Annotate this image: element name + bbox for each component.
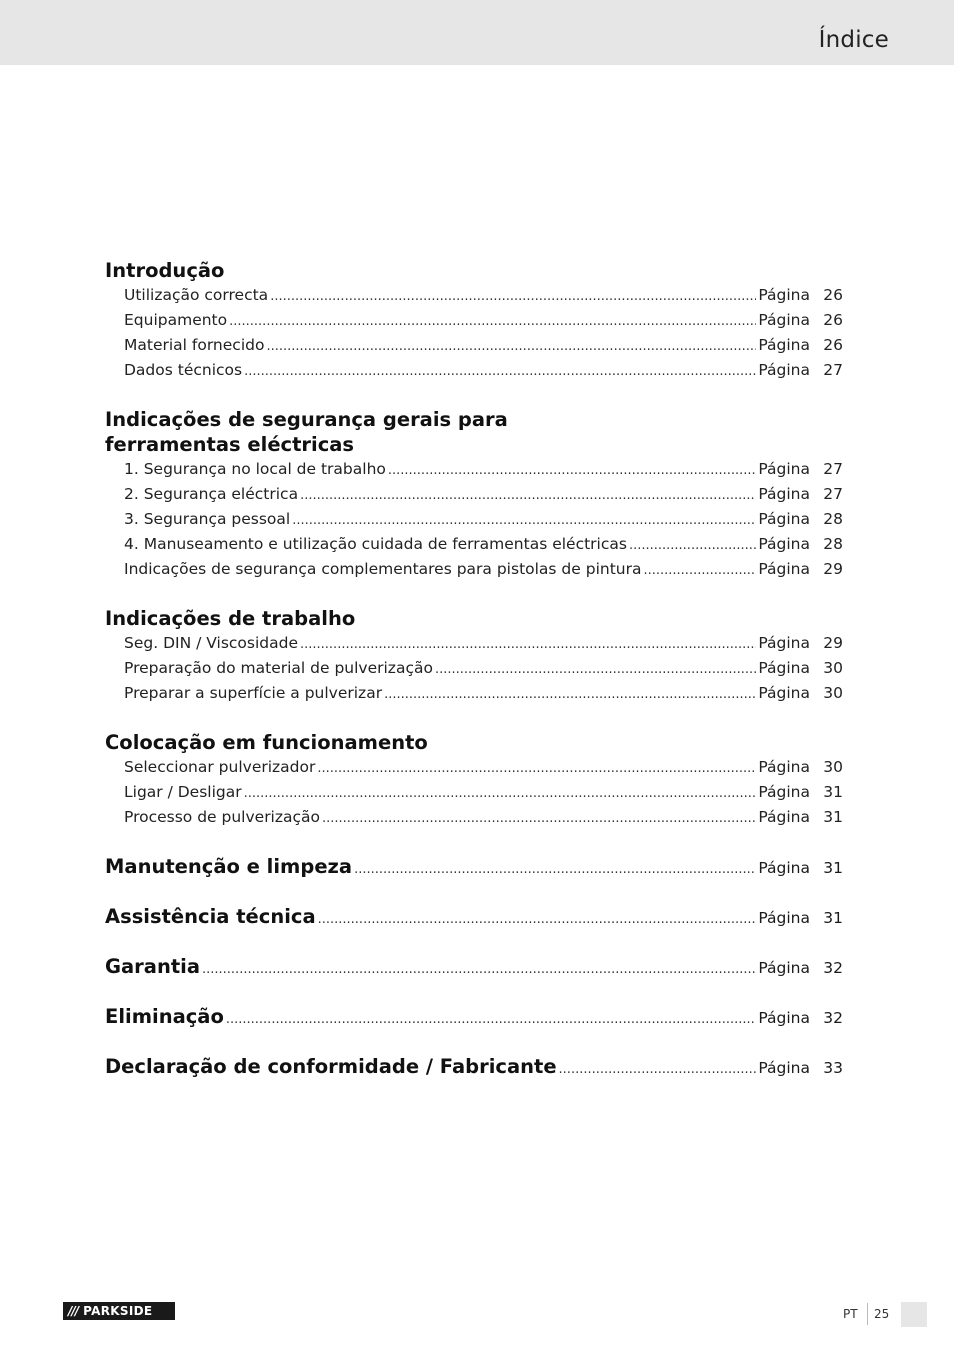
toc-section-eliminacao[interactable] xyxy=(105,1004,843,1029)
page-number: 31 xyxy=(823,909,843,927)
page-number: 31 xyxy=(823,783,843,801)
page-word: Página xyxy=(758,311,810,329)
toc-section-manutencao[interactable] xyxy=(105,854,843,879)
page-word: Página xyxy=(758,659,810,677)
page-number: 26 xyxy=(823,336,843,354)
dot-leader xyxy=(629,533,756,558)
toc-section-seguranca xyxy=(105,407,843,582)
page-word: Página xyxy=(758,909,810,927)
page-number-footer: 25 xyxy=(874,1307,890,1321)
toc-section-assistencia[interactable] xyxy=(105,904,843,929)
dot-leader xyxy=(354,862,756,877)
page-word: Página xyxy=(758,959,810,977)
page-word: Página xyxy=(758,1059,810,1077)
section-heading: Eliminação xyxy=(105,1005,224,1028)
page-word: Página xyxy=(758,859,810,877)
toc-entry[interactable] xyxy=(105,333,843,358)
toc-section-garantia[interactable] xyxy=(105,954,843,979)
section-heading: Garantia xyxy=(105,955,200,978)
footer-tab xyxy=(901,1302,927,1327)
page-word: Página xyxy=(758,783,810,801)
page-number: 29 xyxy=(823,560,843,578)
section-heading: ferramentas eléctricas xyxy=(105,433,355,456)
dot-leader xyxy=(322,806,756,831)
page-word: Página xyxy=(758,758,810,776)
page-number: 26 xyxy=(823,311,843,329)
section-heading: Introdução xyxy=(105,259,225,282)
dot-leader xyxy=(226,1012,757,1027)
toc-entry[interactable] xyxy=(105,457,843,482)
page-word: Página xyxy=(758,560,810,578)
entry-label: 4. Manuseamento e utilização cuidada de ferramentas eléctricas xyxy=(124,535,627,553)
entry-label: 1. Segurança no local de trabalho xyxy=(124,460,386,478)
entry-label: Utilização correcta xyxy=(124,286,269,304)
toc-entry[interactable] xyxy=(105,507,843,532)
dot-leader xyxy=(266,334,756,359)
page-word: Página xyxy=(758,808,810,826)
page-word: Página xyxy=(758,286,810,304)
page-word: Página xyxy=(758,485,810,503)
dot-leader xyxy=(292,508,756,533)
page-number: 33 xyxy=(823,1059,843,1077)
page-word: Página xyxy=(758,510,810,528)
page-word: Página xyxy=(758,336,810,354)
page-number: 29 xyxy=(823,634,843,652)
page-number: 28 xyxy=(823,510,843,528)
toc-section-trabalho xyxy=(105,606,843,706)
page-word: Página xyxy=(758,361,810,379)
dot-leader xyxy=(435,657,756,682)
page-number: 27 xyxy=(823,361,843,379)
dot-leader xyxy=(559,1062,757,1077)
page-word: Página xyxy=(758,684,810,702)
toc-entry[interactable] xyxy=(105,482,843,507)
entry-label: Preparação do material de pulverização xyxy=(124,659,433,677)
language-code: PT xyxy=(843,1307,858,1321)
dot-leader xyxy=(244,781,757,806)
header-bar xyxy=(0,0,954,65)
section-heading: Indicações de trabalho xyxy=(105,607,356,630)
dot-leader xyxy=(270,284,756,309)
dot-leader xyxy=(384,682,756,707)
section-heading: Declaração de conformidade / Fabricante xyxy=(105,1055,557,1078)
section-heading: Assistência técnica xyxy=(105,905,316,928)
page-title: Índice xyxy=(818,27,889,53)
page-word: Página xyxy=(758,460,810,478)
entry-label: Indicações de segurança complementares para pistolas de pintura xyxy=(124,560,642,578)
page-number: 28 xyxy=(823,535,843,553)
entry-label: Dados técnicos xyxy=(124,361,243,379)
dot-leader xyxy=(318,912,757,927)
dot-leader xyxy=(244,359,756,384)
entry-label: Material fornecido xyxy=(124,336,265,354)
dot-leader xyxy=(300,483,756,508)
section-heading: Colocação em funcionamento xyxy=(105,731,428,754)
table-of-contents xyxy=(105,258,843,1104)
dot-leader xyxy=(317,756,756,781)
page-number: 30 xyxy=(823,659,843,677)
page-word: Página xyxy=(758,634,810,652)
page-number: 30 xyxy=(823,684,843,702)
toc-entry[interactable] xyxy=(105,805,843,830)
section-heading: Indicações de segurança gerais para xyxy=(105,408,508,431)
section-heading: Manutenção e limpeza xyxy=(105,855,353,878)
page-number: 31 xyxy=(823,808,843,826)
entry-label: Seg. DIN / Viscosidade xyxy=(124,634,298,652)
parkside-logo xyxy=(63,1302,175,1320)
entry-label: Seleccionar pulverizador xyxy=(124,758,316,776)
page-number: 31 xyxy=(823,859,843,877)
toc-entry[interactable] xyxy=(105,308,843,333)
dot-leader xyxy=(229,309,756,334)
page-number: 30 xyxy=(823,758,843,776)
page-number: 26 xyxy=(823,286,843,304)
entry-label: Preparar a superfície a pulverizar xyxy=(124,684,383,702)
dot-leader xyxy=(388,458,757,483)
entry-label: Equipamento xyxy=(124,311,228,329)
logo-text: PARKSIDE xyxy=(83,1304,153,1318)
page-word: Página xyxy=(758,535,810,553)
toc-entry[interactable] xyxy=(105,755,843,780)
entry-label: Ligar / Desligar xyxy=(124,783,242,801)
page-number: 27 xyxy=(823,485,843,503)
toc-entry[interactable] xyxy=(105,780,843,805)
dot-leader xyxy=(300,632,756,657)
toc-entry[interactable] xyxy=(105,358,843,383)
toc-section-introducao xyxy=(105,258,843,383)
page-number: 32 xyxy=(823,1009,843,1027)
toc-entry[interactable] xyxy=(105,532,843,557)
toc-entry[interactable] xyxy=(105,656,843,681)
toc-section-funcionamento xyxy=(105,730,843,830)
entry-label: 3. Segurança pessoal xyxy=(124,510,291,528)
toc-entry[interactable] xyxy=(105,681,843,706)
entry-label: Processo de pulverização xyxy=(124,808,321,826)
dot-leader xyxy=(643,558,756,583)
toc-section-declaracao[interactable] xyxy=(105,1054,843,1079)
logo-stripes: /// xyxy=(68,1304,79,1318)
toc-entry[interactable] xyxy=(105,283,843,308)
page-number: 32 xyxy=(823,959,843,977)
entry-label: 2. Segurança eléctrica xyxy=(124,485,299,503)
page-word: Página xyxy=(758,1009,810,1027)
dot-leader xyxy=(202,962,756,977)
footer-divider xyxy=(867,1303,868,1325)
page-number: 27 xyxy=(823,460,843,478)
toc-entry[interactable] xyxy=(105,631,843,656)
toc-entry[interactable] xyxy=(105,557,843,582)
